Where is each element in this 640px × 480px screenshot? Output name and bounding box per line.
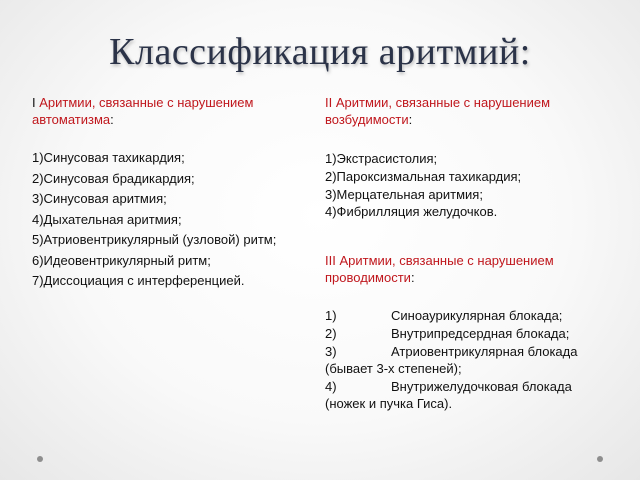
item-number: 4) <box>325 379 337 395</box>
right-column <box>325 94 615 413</box>
section-3-colon: : <box>410 270 415 286</box>
left-dot-ornament <box>37 456 43 462</box>
section-3-title: III Аритмии, связанные с нарушением проводимости <box>325 253 554 286</box>
excitability-list <box>325 150 615 220</box>
list-item: 2)Синусовая брадикардия; <box>32 170 195 186</box>
list-item: 2)Пароксизмальная тахикардия; <box>325 168 522 184</box>
section-1-title: Аритмии, связанные с нарушением автоматизма <box>32 95 254 127</box>
left-column <box>32 94 302 293</box>
list-item <box>325 378 615 412</box>
section-3-heading <box>325 252 615 286</box>
section-2-title: II Аритмии, связанные с нарушением возбудимости <box>325 95 551 127</box>
conduction-list <box>325 307 615 412</box>
item-text: Внутрижелудочковая блокада (ножек и пучка Гиса). <box>325 379 572 412</box>
right-dot-ornament <box>597 456 603 462</box>
list-item: 4)Дыхательная аритмия; <box>32 211 182 227</box>
item-number: 2) <box>325 326 337 342</box>
section-2-colon: : <box>408 112 413 127</box>
list-item: 3)Синусовая аритмия; <box>32 191 167 206</box>
item-text: Внутрипредсердная блокада; <box>391 326 570 342</box>
section-1-colon: : <box>110 112 114 127</box>
section-1-number: I <box>32 95 36 110</box>
item-text: Синоаурикулярная блокада; <box>391 308 563 324</box>
list-item: 1)Синусовая тахикардия; <box>32 150 185 165</box>
list-item: 6)Идеовентрикулярный ритм; <box>32 252 211 268</box>
item-text: Атриовентрикулярная блокада (бывает 3-х степеней); <box>325 344 578 377</box>
list-item <box>325 325 615 342</box>
automatism-list <box>32 149 302 289</box>
list-item <box>325 343 615 377</box>
list-item: 5)Атриовентрикулярный (узловой) ритм; <box>32 232 277 247</box>
section-1-heading <box>32 94 302 128</box>
list-item: 1)Экстрасистолия; <box>325 151 438 166</box>
item-number: 3) <box>325 344 337 360</box>
section-2-heading <box>325 94 615 128</box>
list-item <box>325 307 615 324</box>
list-item: 3)Мерцательная аритмия; <box>325 186 483 202</box>
list-item: 7)Диссоциация с интерференцией. <box>32 273 245 288</box>
list-item: 4)Фибрилляция желудочков. <box>325 204 498 220</box>
slide-title: Классификация аритмий: <box>109 31 531 73</box>
item-number: 1) <box>325 308 337 324</box>
